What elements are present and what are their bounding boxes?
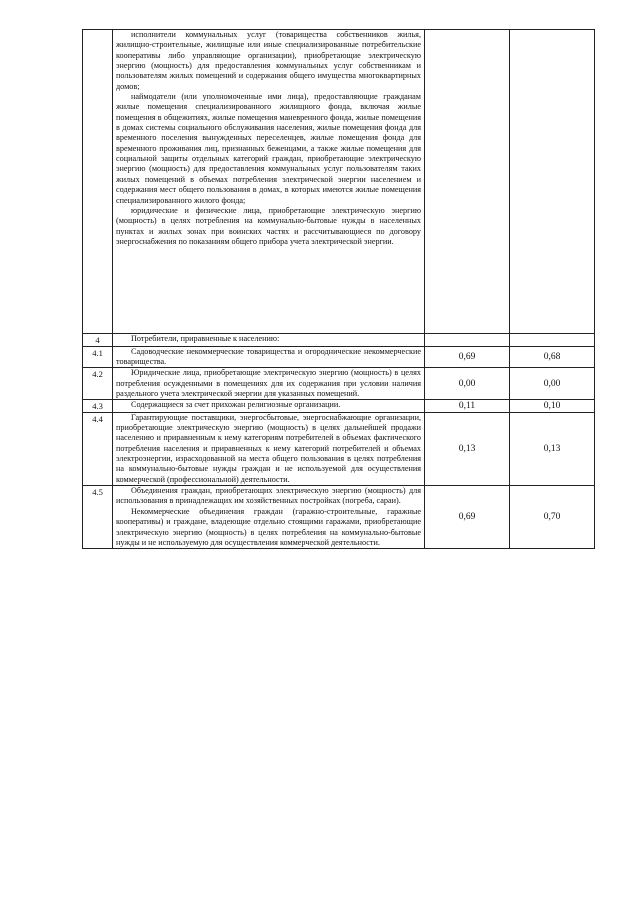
table-row [83,368,595,400]
tariff-value-2 [510,334,595,347]
paragraph: Гарантирующие поставщики, энергосбытовые, энергоснабжающие организации, приобретающие электрическую энергию (мощность) в целях дальнейшей продажи населению и приравненным к нему категориям потребителей в объемах фактического потребления населения и приравненных к нему категорий потребителей и объемах электроэнергии, израсходованной на места общего пользования в целях потребления на коммунально-бытовые нужды граждан и не используемой для осуществления коммерческой (профессиональной) деятельности. [116,412,421,484]
row-number: 4.4 [83,412,113,485]
tariff-value-2: 0,10 [510,400,595,413]
paragraph: Некоммерческие объединения граждан (гаражно-строительные, гаражные кооперативы) и граждане, владеющие отдельно стоящими гаражами, приобретающие электрическую энергию (мощность) в целях потребления на коммунально-бытовые нужды и не используемую для осуществления коммерческой деятельности. [116,506,421,547]
consumer-description-cell [113,412,425,485]
tariff-value-2: 0,70 [510,486,595,549]
tariff-table-page [82,29,594,549]
consumer-description-cell [113,30,425,334]
row-number: 4.5 [83,486,113,549]
paragraph: исполнители коммунальных услуг (товарищества собственников жилья, жилищно-строительные, жилищные или иные специализированные потребительские кооперативы либо управляющие организации), приобретающие электрическую энергию (мощность) для предоставления коммунальных услуг собственникам и пользователям жилых помещений и содержания общего имущества многоквартирных домов; [116,30,421,91]
consumer-description-cell [113,400,425,413]
paragraph: наймодатели (или уполномоченные ими лица), предоставляющие гражданам жилые помещения специализированного жилищного фонда, включая жилые помещения в общежитиях, жилые помещения маневренного фонда, жилые помещения в домах системы социального обслуживания населения, жилые помещения фонда для временного поселения вынужденных переселенцев, жилые помещения фонда для временного проживания лиц, признанных беженцами, а также жилые помещения для социальной защиты отдельных категорий граждан, приобретающие электрическую энергию (мощность) для предоставления коммунальных услуг пользователям таких жилых помещений в объемах потребления электрической энергии населением и содержания мест общего пользования в домах, в которых имеются жилые помещения специализированного жилого фонда; [116,92,421,205]
paragraph: Садоводческие некоммерческие товарищества и огороднические некоммерческие товарищества. [116,346,421,366]
row-number: 4 [83,334,113,347]
tariff-value-cell-1 [425,30,510,334]
table-row [83,486,595,549]
table-row [83,334,595,347]
tariff-value-1 [425,334,510,347]
tariff-value-2: 0,00 [510,368,595,400]
tariff-value-1: 0,69 [425,486,510,549]
tariff-value-1: 0,00 [425,368,510,400]
consumer-description-cell [113,368,425,400]
consumer-description-cell [113,486,425,549]
tariff-value-cell-2 [510,30,595,334]
row-number-cell [83,30,113,334]
consumer-description-cell [113,346,425,368]
paragraph: юридические и физические лица, приобретающие электрическую энергию (мощность) в целях потребления на коммунально-бытовые нужды в населенных пунктах и жилых зонах при воинских частях и рассчитывающиеся по договору энергоснабжения по показаниям общего прибора учета электрической энергии. [116,205,421,246]
consumer-description-cell [113,334,425,347]
paragraph: Содержащиеся за счет прихожан религиозные организации. [131,400,341,410]
table-row [83,346,595,368]
tariff-table [82,29,595,549]
tariff-value-1: 0,11 [425,400,510,413]
paragraph: Потребители, приравненные к населению: [131,334,280,343]
paragraph: Объединения граждан, приобретающих электрическую энергию (мощность) для использования в принадлежащих им хозяйственных постройках (погреба, сараи). [116,486,421,506]
table-row [83,30,595,334]
row-number: 4.2 [83,368,113,400]
tariff-value-2: 0,13 [510,412,595,485]
tariff-value-2: 0,68 [510,346,595,368]
row-number: 4.3 [83,400,113,413]
tariff-value-1: 0,13 [425,412,510,485]
row-number: 4.1 [83,346,113,368]
tariff-value-1: 0,69 [425,346,510,368]
table-row [83,400,595,413]
table-row [83,412,595,485]
paragraph: Юридические лица, приобретающие электрическую энергию (мощность) в целях потребления осужденными в помещениях для их содержания при условии наличия раздельного учета электрической энергии для указанных помещений. [116,368,421,398]
